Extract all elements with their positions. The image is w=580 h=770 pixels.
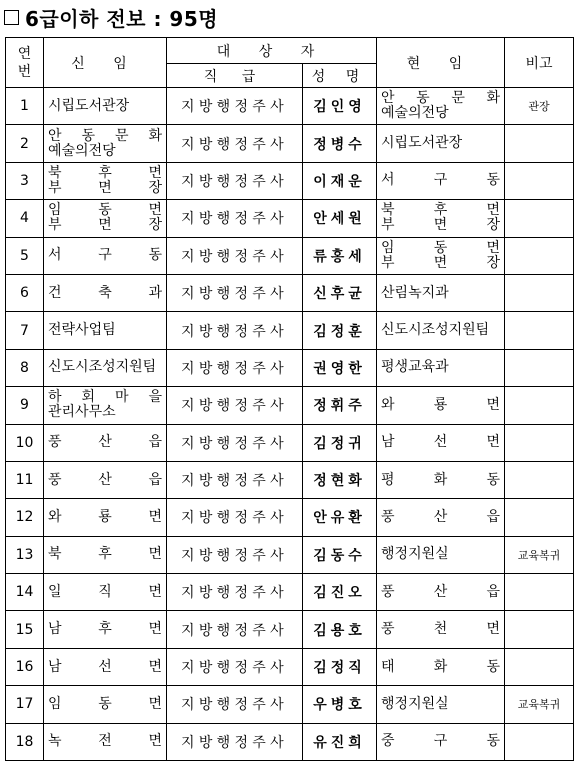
rank-cell: 지방행정주사 xyxy=(167,312,303,349)
current-post-cell-line: 와 룡 면 xyxy=(381,396,501,413)
note-cell xyxy=(505,237,574,274)
person-name-cell: 김정훈 xyxy=(303,312,377,349)
new-post-cell xyxy=(44,461,167,498)
row-number: 12 xyxy=(6,499,44,536)
current-post-cell-line: 임 동 면 xyxy=(381,239,501,256)
rank-cell: 지방행정주사 xyxy=(167,424,303,461)
new-post-cell-line: 남 선 면 xyxy=(48,658,162,675)
table-row xyxy=(6,648,574,685)
person-name-cell: 정휘주 xyxy=(303,387,377,424)
current-post-cell xyxy=(377,237,505,274)
new-post-cell xyxy=(44,125,167,162)
note-cell xyxy=(505,200,574,237)
rank-cell: 지방행정주사 xyxy=(167,574,303,611)
new-post-cell-line: 일 직 면 xyxy=(48,583,162,600)
rank-cell: 지방행정주사 xyxy=(167,461,303,498)
header-no xyxy=(6,38,44,88)
rank-cell: 지방행정주사 xyxy=(167,274,303,311)
row-number: 11 xyxy=(6,461,44,498)
table-row xyxy=(6,88,574,125)
current-post-cell xyxy=(377,312,505,349)
current-post-cell xyxy=(377,162,505,199)
table-body xyxy=(6,88,574,761)
new-post-cell-line: 신도시조성지원팀 xyxy=(48,359,157,376)
current-post-cell xyxy=(377,349,505,386)
rank-cell: 지방행정주사 xyxy=(167,723,303,760)
checkbox-square-icon xyxy=(4,10,19,25)
rank-cell: 지방행정주사 xyxy=(167,349,303,386)
table-row xyxy=(6,387,574,424)
current-post-cell xyxy=(377,574,505,611)
table-row xyxy=(6,162,574,199)
person-name-cell: 김용호 xyxy=(303,611,377,648)
row-number: 6 xyxy=(6,274,44,311)
row-number: 8 xyxy=(6,349,44,386)
current-post-cell xyxy=(377,424,505,461)
new-post-cell-line: 안 동 문 화 xyxy=(48,127,162,144)
table-row xyxy=(6,424,574,461)
row-number: 18 xyxy=(6,723,44,760)
header-rank: 직 급 xyxy=(167,64,303,88)
new-post-cell xyxy=(44,349,167,386)
current-post-cell-line: 북 후 면 xyxy=(381,202,501,219)
current-post-cell xyxy=(377,536,505,573)
title-text: 6급이하 전보 : 95명 xyxy=(25,6,219,31)
current-post-cell-line: 남 선 면 xyxy=(381,434,501,451)
new-post-cell xyxy=(44,387,167,424)
row-number: 15 xyxy=(6,611,44,648)
new-post-cell-line: 예술의전당 xyxy=(48,142,116,159)
current-post-cell-line: 부 면 장 xyxy=(381,217,501,234)
current-post-cell-line: 평 화 동 xyxy=(381,471,501,488)
note-cell xyxy=(505,461,574,498)
note-cell xyxy=(505,574,574,611)
rank-cell: 지방행정주사 xyxy=(167,125,303,162)
person-name-cell: 안유환 xyxy=(303,499,377,536)
current-post-cell-line: 평생교육과 xyxy=(381,359,449,376)
new-post-cell xyxy=(44,237,167,274)
current-post-cell xyxy=(377,723,505,760)
person-name-cell: 권영한 xyxy=(303,349,377,386)
new-post-cell-line: 북 후 면 xyxy=(48,164,162,181)
note-cell xyxy=(505,312,574,349)
note-cell xyxy=(505,349,574,386)
table-row xyxy=(6,312,574,349)
note-cell xyxy=(505,274,574,311)
current-post-cell-line: 산림녹지과 xyxy=(381,284,449,301)
row-number: 14 xyxy=(6,574,44,611)
new-post-cell xyxy=(44,312,167,349)
rank-cell: 지방행정주사 xyxy=(167,536,303,573)
transfer-table xyxy=(5,37,574,761)
current-post-cell-line: 풍 천 면 xyxy=(381,621,501,638)
new-post-cell-line: 풍 산 읍 xyxy=(48,471,162,488)
person-name-cell: 김진오 xyxy=(303,574,377,611)
row-number: 17 xyxy=(6,686,44,723)
current-post-cell xyxy=(377,88,505,125)
new-post-cell-line: 시립도서관장 xyxy=(48,97,130,114)
current-post-cell xyxy=(377,125,505,162)
header-new-post: 신 임 xyxy=(44,38,167,88)
table-row xyxy=(6,461,574,498)
new-post-cell-line: 임 동 면 xyxy=(48,695,162,712)
current-post-cell-line: 부 면 장 xyxy=(381,254,501,271)
new-post-cell xyxy=(44,648,167,685)
table-row xyxy=(6,611,574,648)
new-post-cell xyxy=(44,274,167,311)
note-cell: 교육복귀 xyxy=(505,536,574,573)
current-post-cell-line: 시립도서관장 xyxy=(381,135,463,152)
header-no-line2: 번 xyxy=(17,63,32,80)
person-name-cell: 류홍세 xyxy=(303,237,377,274)
header-note: 비고 xyxy=(505,38,574,88)
current-post-cell xyxy=(377,387,505,424)
table-row xyxy=(6,125,574,162)
new-post-cell-line: 부 면 장 xyxy=(48,217,162,234)
current-post-cell xyxy=(377,499,505,536)
note-cell xyxy=(505,125,574,162)
rank-cell: 지방행정주사 xyxy=(167,686,303,723)
current-post-cell xyxy=(377,200,505,237)
person-name-cell: 김정직 xyxy=(303,648,377,685)
table-row xyxy=(6,237,574,274)
rank-cell: 지방행정주사 xyxy=(167,237,303,274)
rank-cell: 지방행정주사 xyxy=(167,162,303,199)
person-name-cell: 유진희 xyxy=(303,723,377,760)
new-post-cell xyxy=(44,499,167,536)
new-post-cell xyxy=(44,611,167,648)
current-post-cell-line: 풍 산 읍 xyxy=(381,508,501,525)
row-number: 9 xyxy=(6,387,44,424)
new-post-cell xyxy=(44,88,167,125)
rank-cell: 지방행정주사 xyxy=(167,88,303,125)
person-name-cell: 이재운 xyxy=(303,162,377,199)
current-post-cell-line: 태 화 동 xyxy=(381,658,501,675)
row-number: 3 xyxy=(6,162,44,199)
new-post-cell xyxy=(44,536,167,573)
note-cell xyxy=(505,387,574,424)
person-name-cell: 우병호 xyxy=(303,686,377,723)
row-number: 13 xyxy=(6,536,44,573)
rank-cell: 지방행정주사 xyxy=(167,611,303,648)
current-post-cell-line: 안 동 문 화 xyxy=(381,90,501,107)
person-name-cell: 정현화 xyxy=(303,461,377,498)
current-post-cell xyxy=(377,648,505,685)
current-post-cell-line: 중 구 동 xyxy=(381,733,501,750)
new-post-cell-line: 서 구 동 xyxy=(48,247,162,264)
new-post-cell-line: 와 룡 면 xyxy=(48,508,162,525)
note-cell xyxy=(505,723,574,760)
rank-cell: 지방행정주사 xyxy=(167,200,303,237)
rank-cell: 지방행정주사 xyxy=(167,387,303,424)
row-number: 1 xyxy=(6,88,44,125)
header-target: 대 상 자 xyxy=(167,38,377,64)
current-post-cell xyxy=(377,611,505,648)
table-row xyxy=(6,349,574,386)
new-post-cell-line: 풍 산 읍 xyxy=(48,434,162,451)
new-post-cell-line: 북 후 면 xyxy=(48,546,162,563)
current-post-cell-line: 행정지원실 xyxy=(381,695,449,712)
row-number: 4 xyxy=(6,200,44,237)
current-post-cell xyxy=(377,686,505,723)
person-name-cell: 안세원 xyxy=(303,200,377,237)
new-post-cell xyxy=(44,200,167,237)
current-post-cell-line: 신도시조성지원팀 xyxy=(381,322,490,339)
header-current-post: 현 임 xyxy=(377,38,505,88)
person-name-cell: 신후균 xyxy=(303,274,377,311)
current-post-cell-line: 풍 산 읍 xyxy=(381,583,501,600)
note-cell xyxy=(505,424,574,461)
new-post-cell-line: 건 축 과 xyxy=(48,284,162,301)
current-post-cell-line: 서 구 동 xyxy=(381,172,501,189)
new-post-cell xyxy=(44,723,167,760)
current-post-cell xyxy=(377,274,505,311)
current-post-cell-line: 행정지원실 xyxy=(381,546,449,563)
current-post-cell-line: 예술의전당 xyxy=(381,105,449,122)
note-cell xyxy=(505,648,574,685)
new-post-cell xyxy=(44,162,167,199)
note-cell xyxy=(505,162,574,199)
note-cell xyxy=(505,611,574,648)
new-post-cell-line: 하 회 마 을 xyxy=(48,389,162,406)
new-post-cell-line: 부 면 장 xyxy=(48,179,162,196)
row-number: 2 xyxy=(6,125,44,162)
person-name-cell: 정병수 xyxy=(303,125,377,162)
new-post-cell-line: 남 후 면 xyxy=(48,621,162,638)
document-title xyxy=(4,2,218,32)
new-post-cell-line: 전략사업팀 xyxy=(48,322,116,339)
rank-cell: 지방행정주사 xyxy=(167,499,303,536)
new-post-cell xyxy=(44,686,167,723)
table-row xyxy=(6,274,574,311)
new-post-cell-line: 녹 전 면 xyxy=(48,733,162,750)
note-cell: 교육복귀 xyxy=(505,686,574,723)
row-number: 10 xyxy=(6,424,44,461)
table-row xyxy=(6,686,574,723)
current-post-cell xyxy=(377,461,505,498)
rank-cell: 지방행정주사 xyxy=(167,648,303,685)
new-post-cell xyxy=(44,424,167,461)
row-number: 5 xyxy=(6,237,44,274)
table-row xyxy=(6,574,574,611)
person-name-cell: 김동수 xyxy=(303,536,377,573)
header-name: 성 명 xyxy=(303,64,377,88)
table-row xyxy=(6,200,574,237)
row-number: 7 xyxy=(6,312,44,349)
new-post-cell-line: 관리사무소 xyxy=(48,404,116,421)
table-row xyxy=(6,499,574,536)
new-post-cell-line: 임 동 면 xyxy=(48,202,162,219)
new-post-cell xyxy=(44,574,167,611)
table-row xyxy=(6,723,574,760)
header-no-line1: 연 xyxy=(17,45,32,62)
person-name-cell: 김정귀 xyxy=(303,424,377,461)
person-name-cell: 김인영 xyxy=(303,88,377,125)
note-cell xyxy=(505,499,574,536)
row-number: 16 xyxy=(6,648,44,685)
table-row xyxy=(6,536,574,573)
note-cell: 관장 xyxy=(505,88,574,125)
